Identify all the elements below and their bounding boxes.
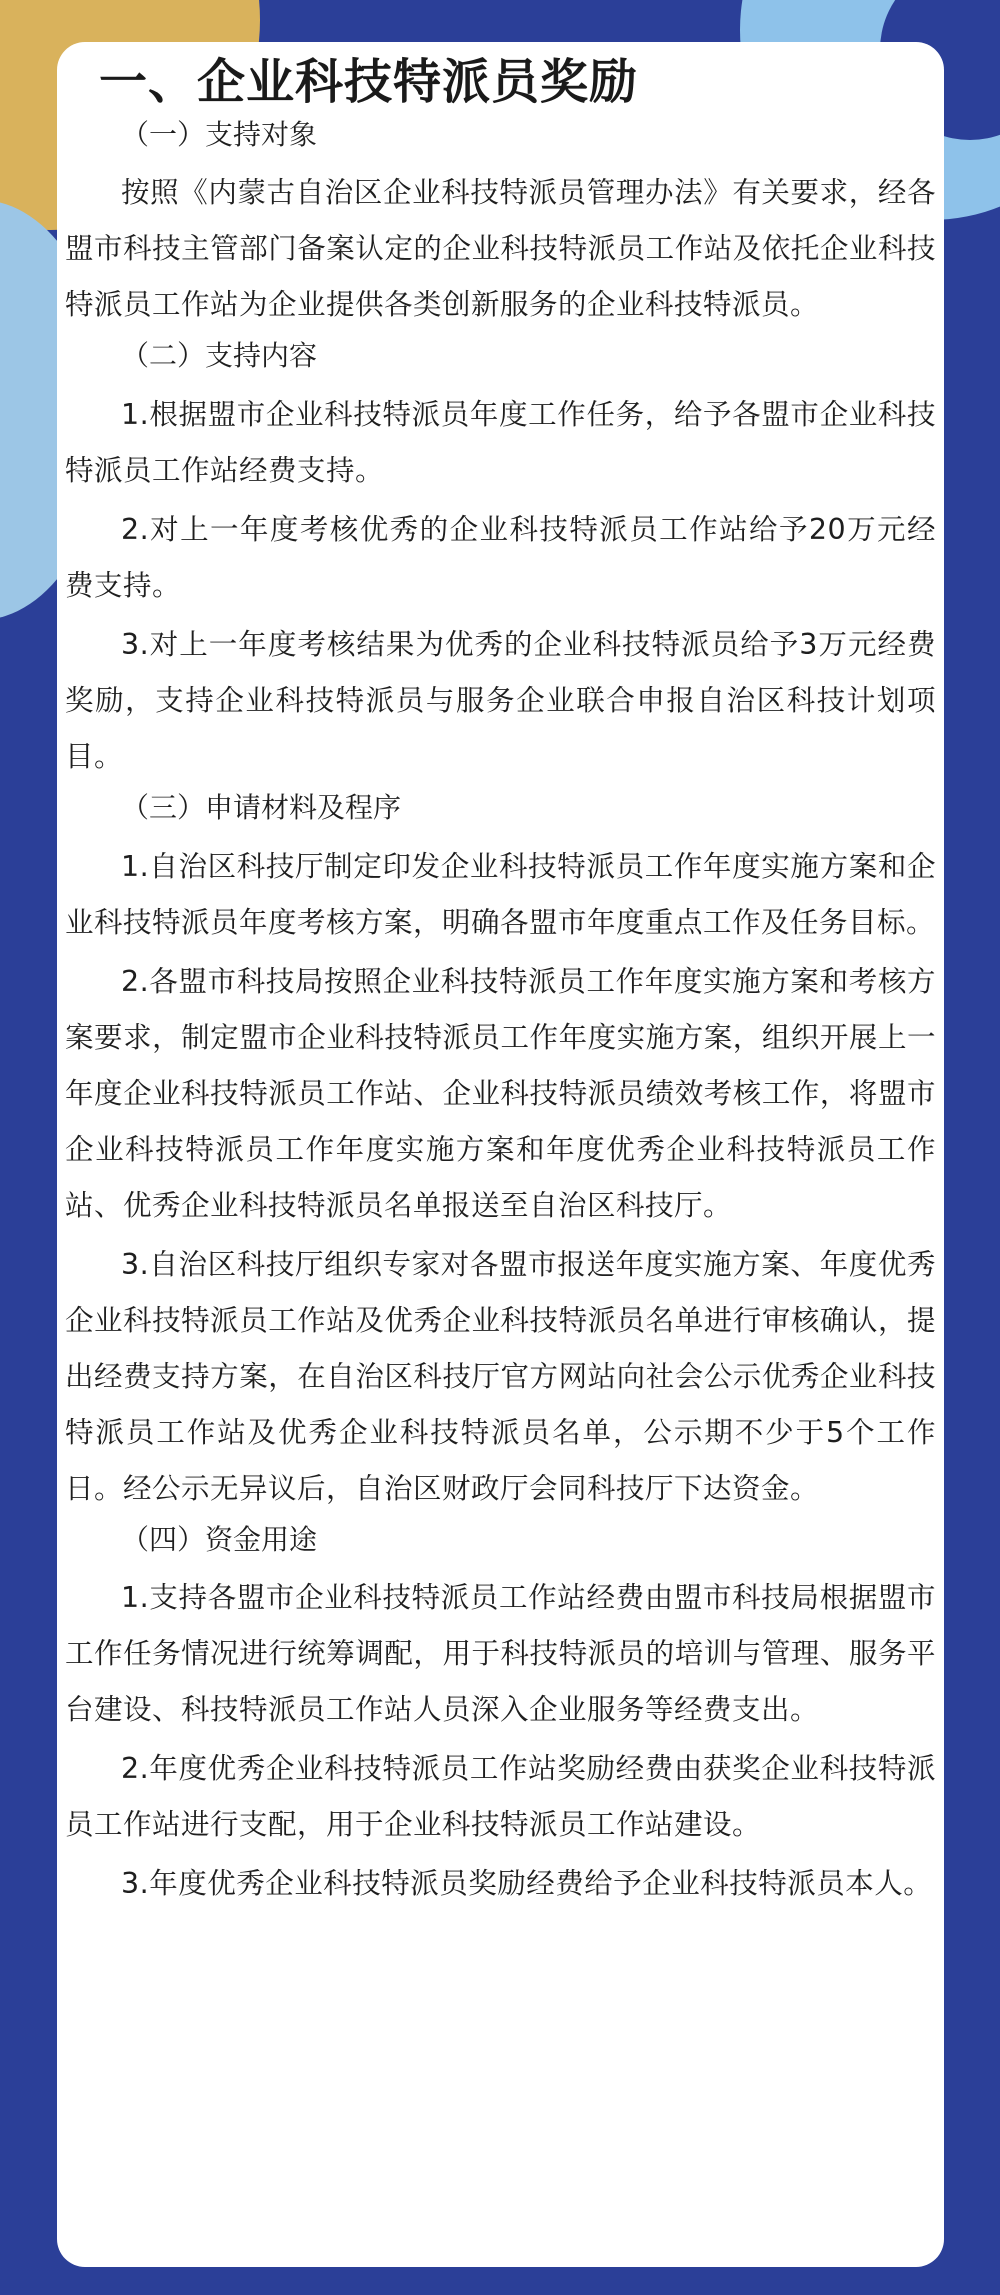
paragraph: 3.对上一年度考核结果为优秀的企业科技特派员给予3万元经费奖励，支持企业科技特派员与服务企业联合申报自治区科技计划项目。	[65, 627, 936, 773]
paragraph: 2.各盟市科技局按照企业科技特派员工作年度实施方案和考核方案要求，制定盟市企业科技特派员工作年度实施方案，组织开展上一年度企业科技特派员工作站、企业科技特派员绩效考核工作，将盟市企业科技特派员工作年度实施方案和年度优秀企业科技特派员工作站、优秀企业科技特派员名单报送至自治区科技厅。	[65, 964, 936, 1222]
paragraph: 3.自治区科技厅组织专家对各盟市报送年度实施方案、年度优秀企业科技特派员工作站及优秀企业科技特派员名单进行审核确认，提出经费支持方案，在自治区科技厅官方网站向社会公示优秀企业科技特派员工作站及优秀企业科技特派员名单，公示期不少于5个工作日。经公示无异议后，自治区财政厅会同科技厅下达资金。	[65, 1247, 936, 1505]
section-heading: （二）支持内容	[121, 339, 318, 373]
page-title: 一、企业科技特派员奖励	[99, 54, 639, 110]
paragraph: 按照《内蒙古自治区企业科技特派员管理办法》有关要求，经各盟市科技主管部门备案认定的企业科技特派员工作站及依托企业科技特派员工作站为企业提供各类创新服务的企业科技特派员。	[65, 176, 936, 322]
paragraph: 1.根据盟市企业科技特派员年度工作任务，给予各盟市企业科技特派员工作站经费支持。	[65, 397, 936, 487]
paragraph: 2.年度优秀企业科技特派员工作站奖励经费由获奖企业科技特派员工作站进行支配，用于企业科技特派员工作站建设。	[65, 1752, 936, 1842]
section-heading: （四）资金用途	[121, 1522, 318, 1556]
section-heading: （三）申请材料及程序	[121, 790, 402, 824]
paragraph: 3.年度优秀企业科技特派员奖励经费给予企业科技特派员本人。	[121, 1867, 933, 1901]
paragraph: 2.对上一年度考核优秀的企业科技特派员工作站给予20万元经费支持。	[65, 512, 936, 602]
section-heading: （一）支持对象	[121, 117, 318, 151]
content-card	[57, 42, 944, 2267]
paragraph: 1.自治区科技厅制定印发企业科技特派员工作年度实施方案和企业科技特派员年度考核方案，明确各盟市年度重点工作及任务目标。	[65, 849, 936, 939]
paragraph: 1.支持各盟市企业科技特派员工作站经费由盟市科技局根据盟市工作任务情况进行统筹调配，用于科技特派员的培训与管理、服务平台建设、科技特派员工作站人员深入企业服务等经费支出。	[65, 1581, 936, 1727]
